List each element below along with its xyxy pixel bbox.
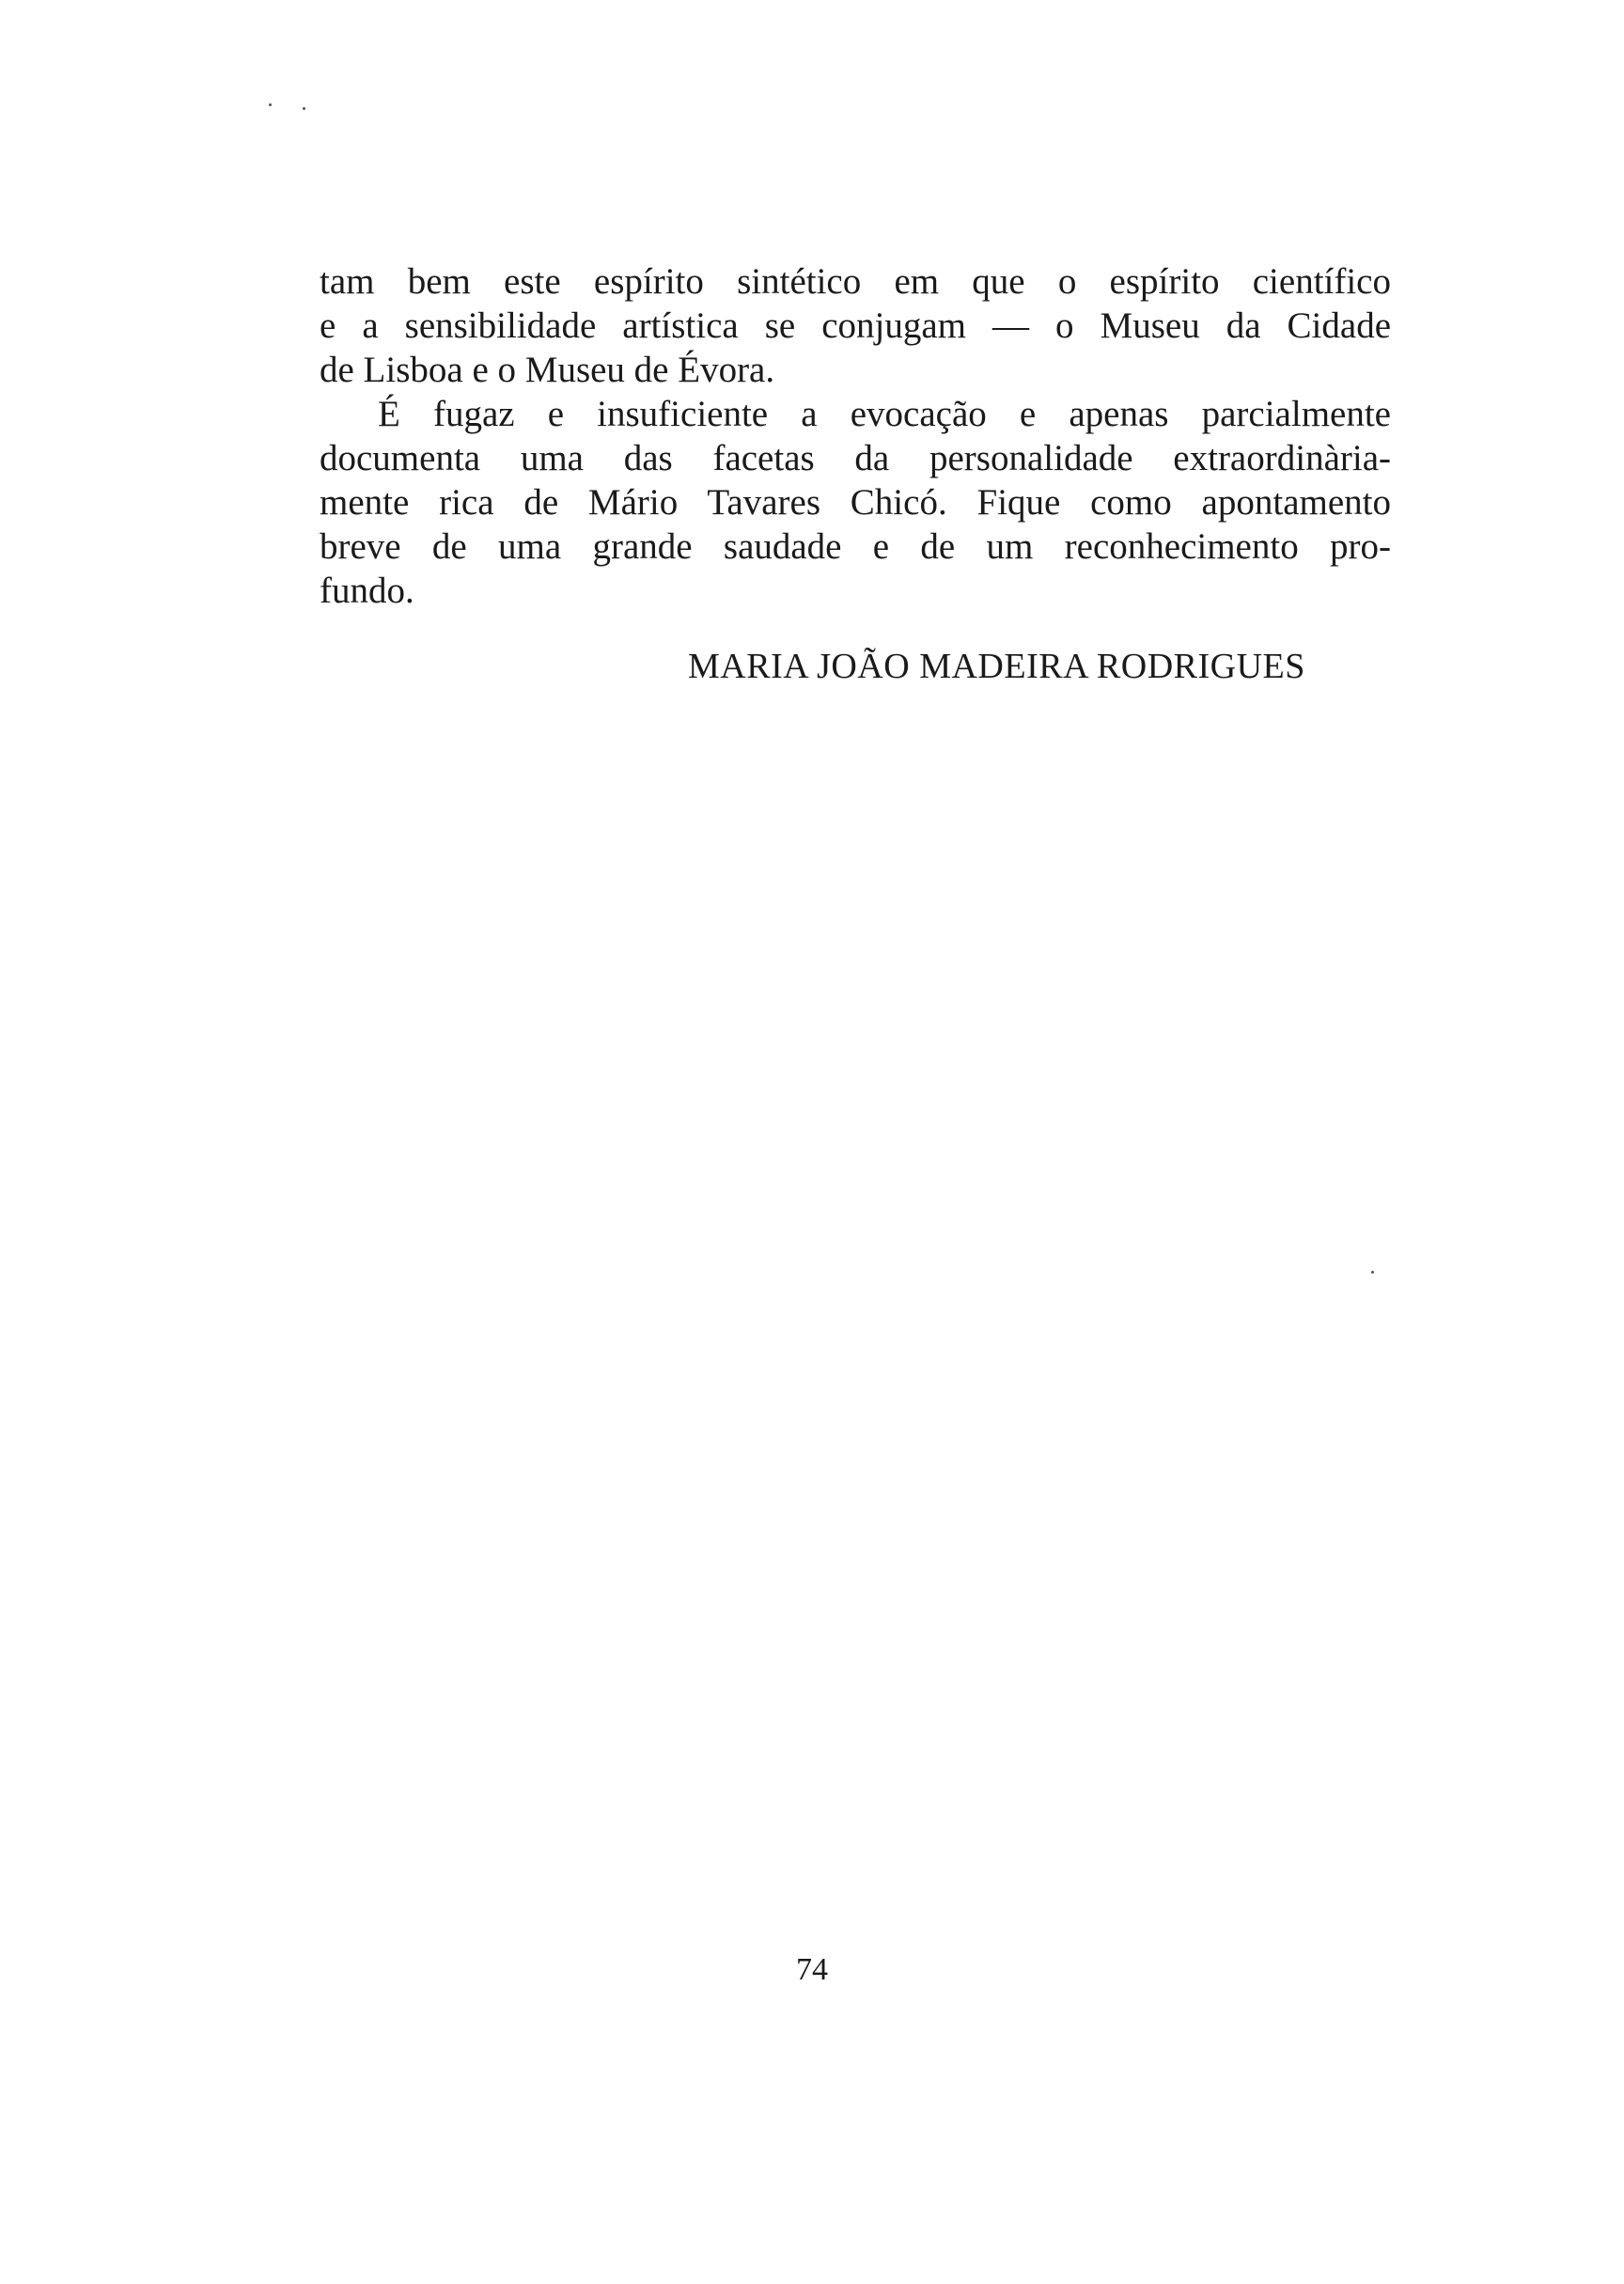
paragraph-2 <box>320 392 1391 613</box>
scan-speck <box>269 103 272 106</box>
text-line: breve de uma grande saudade e de um reconhecimento pro- <box>320 526 1391 567</box>
text-line: fundo. <box>320 571 414 611</box>
text-line: e a sensibilidade artística se conjugam — o Museu da Cidade <box>320 305 1391 346</box>
text-line: de Lisboa e o Museu de Évora. <box>320 350 775 390</box>
page-number: 74 <box>796 1952 828 1987</box>
text-line: É fugaz e insuficiente a evocação e apenas parcialmente <box>378 394 1391 434</box>
scan-speck <box>1371 1271 1374 1274</box>
text-line: mente rica de Mário Tavares Chicó. Fique como apontamento <box>320 482 1391 523</box>
body-text <box>320 259 1391 613</box>
paragraph-1 <box>320 259 1391 392</box>
text-line: tam bem este espírito sintético em que o espírito científico <box>320 261 1391 302</box>
author-signature: MARIA JOÃO MADEIRA RODRIGUES <box>688 647 1305 686</box>
text-line: documenta uma das facetas da personalidade extraordinària- <box>320 438 1391 478</box>
scan-speck <box>303 107 305 110</box>
